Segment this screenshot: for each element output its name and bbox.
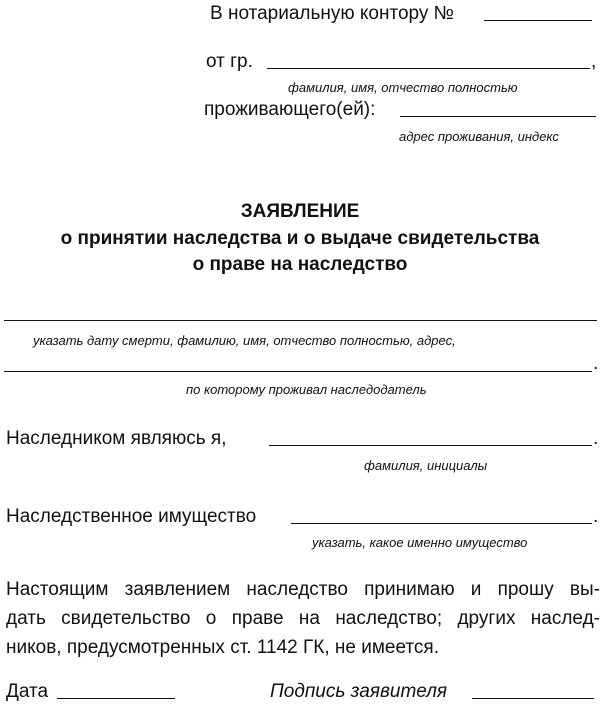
statement-line-2: дать свидетельство о праве на наследство; других наслед-: [6, 608, 600, 629]
date-label: Дата: [6, 681, 49, 702]
document-subtitle-line-2: о праве на наследство: [192, 254, 408, 275]
applicant-name-hint: фамилия, имя, отчество полностью: [288, 80, 518, 95]
heir-label: Наследником являюсь я,: [6, 428, 227, 449]
property-period: .: [593, 506, 599, 527]
heir-name-field[interactable]: [269, 445, 592, 446]
statement-paragraph: [6, 575, 600, 662]
decedent-info-field-line-2[interactable]: [4, 371, 592, 372]
decedent-info-field-line-1[interactable]: [4, 320, 597, 321]
statement-line-3: ников, предусмотренных ст. 1142 ГК, не имеется.: [6, 637, 439, 658]
property-field[interactable]: [291, 523, 592, 524]
heir-name-period: .: [593, 428, 599, 449]
signature-label: Подпись заявителя: [270, 681, 448, 702]
applicant-name-comma: ,: [591, 51, 597, 72]
statement-line-1: Настоящим заявлением наследство принимаю и прошу вы-: [6, 579, 600, 600]
decedent-address-hint: по которому проживал наследодатель: [186, 382, 427, 397]
decedent-info-period: .: [593, 353, 599, 374]
applicant-name-field[interactable]: [267, 68, 590, 69]
property-hint: указать, какое именно имущество: [312, 535, 528, 550]
notary-office-label: В нотариальную контору №: [210, 3, 455, 24]
residence-address-hint: адрес проживания, индекс: [399, 129, 559, 144]
document-title: ЗАЯВЛЕНИЕ: [240, 201, 360, 222]
property-label: Наследственное имущество: [6, 506, 257, 527]
document-subtitle-line-1: о принятии наследства и о выдаче свидетельства: [60, 228, 540, 249]
notary-office-number-field[interactable]: [484, 20, 592, 21]
heir-name-hint: фамилия, инициалы: [364, 458, 488, 473]
date-field[interactable]: [57, 698, 175, 699]
decedent-info-hint: указать дату смерти, фамилию, имя, отчество полностью, адрес,: [33, 333, 456, 348]
residence-address-field[interactable]: [400, 116, 596, 117]
signature-field[interactable]: [472, 698, 594, 699]
residence-label: проживающего(ей):: [204, 99, 376, 120]
from-citizen-label: от гр.: [206, 51, 253, 72]
